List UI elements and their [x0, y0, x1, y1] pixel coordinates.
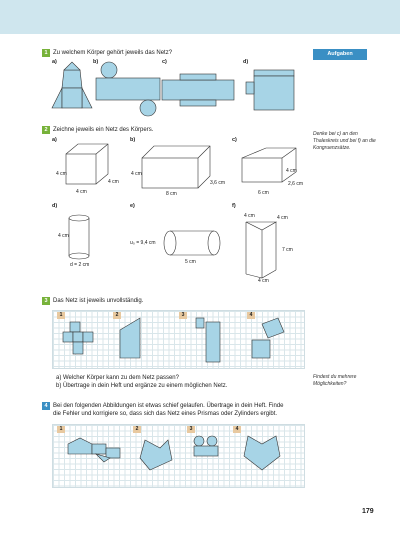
label-a: a) [52, 137, 57, 143]
dim-e-length: 5 cm [185, 259, 196, 265]
dim-f-a: 4 cm [244, 213, 255, 219]
label-a: a) [52, 59, 57, 65]
task-text: Zeichne jeweils ein Netz des Körpers. [53, 127, 154, 133]
net-number: 3 [187, 426, 195, 433]
net-number: 4 [233, 426, 241, 433]
task-number: 4 [42, 402, 50, 410]
dim-a-depth: 4 cm [108, 179, 119, 185]
dim-c-depth: 2,6 cm [288, 181, 304, 187]
label-e: e) [130, 203, 135, 209]
page-number: 179 [362, 508, 374, 515]
dim-c-width: 6 cm [258, 190, 269, 196]
dim-a-width: 4 cm [76, 189, 87, 195]
dim-f-c: 4 cm [258, 278, 269, 284]
label-c: c) [232, 137, 237, 143]
label-f: f) [232, 203, 236, 209]
hint: Denke bei c) an den Thaleskreis und bei f) an die Kongruenzsätze. [313, 131, 376, 151]
dim-b-width: 8 cm [166, 191, 177, 197]
label-b: b) [130, 137, 136, 143]
task-text: Das Netz ist jeweils unvollständig. [53, 298, 144, 304]
hint: Findest du mehrere Möglichkeiten? [313, 374, 357, 387]
label-d: d) [243, 59, 249, 65]
dim-a-height: 4 cm [56, 171, 67, 177]
question-a: a) Welcher Körper kann zu dem Netz passen? [56, 375, 179, 381]
task-text: Bei den folgenden Abbildungen ist etwas schief gelaufen. Übertrage in dein Heft. Finde [53, 403, 284, 409]
task-number: 3 [42, 297, 50, 305]
net-number: 2 [113, 312, 121, 319]
label-d: d) [52, 203, 58, 209]
section-tab: Aufgaben [313, 49, 367, 60]
dim-f-height: 7 cm [282, 247, 293, 253]
dim-d-height: 4 cm [58, 233, 69, 239]
label-c: c) [162, 59, 167, 65]
net-number: 3 [179, 312, 187, 319]
dim-e-circumference: u₀ = 9,4 cm [130, 240, 156, 246]
dim-c-height: 4 cm [286, 168, 297, 174]
net-number: 4 [247, 312, 255, 319]
net-number: 1 [57, 312, 65, 319]
task-text: Zu welchem Körper gehört jeweils das Netz? [53, 50, 173, 56]
question-b: b) Übertrage in dein Heft und ergänze zu einem möglichen Netz. [56, 383, 228, 389]
task-number: 2 [42, 126, 50, 134]
task-text-line2: die Fehler und korrigiere so, dass sich das Netz eines Prismas oder Zylinders ergibt. [53, 411, 278, 417]
label-b: b) [93, 59, 99, 65]
dim-b-depth: 3,6 cm [210, 180, 226, 186]
task-number: 1 [42, 49, 50, 57]
dim-f-b: 4 cm [277, 215, 288, 221]
dim-d-diameter: d = 2 cm [70, 262, 90, 268]
net-number: 1 [57, 426, 65, 433]
net-number: 2 [133, 426, 141, 433]
dim-b-height: 4 cm [131, 171, 142, 177]
